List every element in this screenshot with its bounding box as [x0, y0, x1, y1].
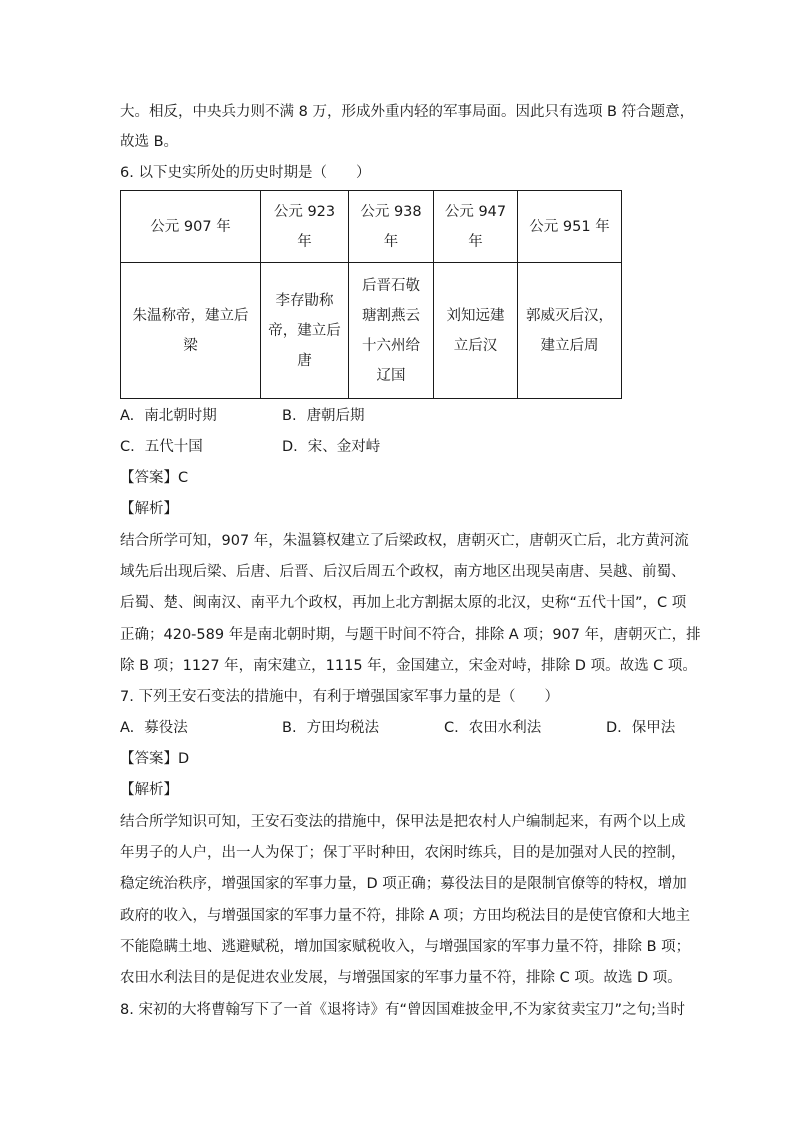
table-row-years: [121, 191, 622, 263]
answer-q6: 【答案】C: [120, 470, 189, 486]
option-label: D.: [606, 720, 622, 736]
analysis-line: 农田水利法目的是促进农业发展，与增强国家的军事力量不符，排除 C 项。故选 D 项。: [120, 970, 682, 986]
question-8: 8. 宋初的大将曹翰写下了一首《退将诗》有“曾因国难披金甲,不为家贫卖宝刀”之句;当时: [120, 1002, 685, 1018]
question-7: 7. 下列王安石变法的措施中，有利于增强国家军事力量的是（ ）: [120, 689, 559, 705]
q6-option-a: [120, 406, 217, 426]
table-cell-year: 公元 951 年: [518, 191, 622, 263]
q7-option-c: [444, 718, 541, 738]
table-row-events: [121, 263, 622, 399]
analysis-line: 域先后出现后梁、后唐、后晋、后汉后周五个政权，南方地区出现吴南唐、吴越、前蜀、: [120, 564, 686, 580]
option-label: A.: [120, 720, 135, 736]
table-cell-year: 公元 907 年: [121, 191, 261, 263]
option-label: C.: [120, 439, 135, 455]
option-text: 募役法: [144, 720, 188, 736]
text-line: 大。相反，中央兵力则不满 8 万，形成外重内轻的军事局面。因此只有选项 B 符合题意，: [120, 104, 695, 120]
option-label: B.: [282, 408, 297, 424]
answer-q7: 【答案】D: [120, 751, 190, 767]
q7-option-b: [282, 718, 379, 738]
table-cell-year: 公元 947 年: [434, 191, 518, 263]
analysis-title-q7: 【解析】: [120, 782, 178, 798]
analysis-line: 不能隐瞒土地、逃避赋税，增加国家赋税收入，与增强国家的军事力量不符，排除 B 项；: [120, 939, 691, 955]
option-text: 保甲法: [631, 720, 676, 736]
analysis-line: 结合所学可知，907 年，朱温篡权建立了后梁政权，唐朝灭亡，唐朝灭亡后，北方黄河流: [120, 533, 689, 549]
table-cell-event: 李存勖称帝，建立后唐: [261, 263, 349, 399]
option-text: 宋、金对峙: [307, 439, 381, 455]
q6-option-b: [282, 406, 365, 426]
table-cell-event: 刘知远建立后汉: [434, 263, 518, 399]
analysis-line: 后蜀、楚、闽南汉、南平九个政权，再加上北方割据太原的北汉，史称“五代十国”，C 项: [120, 595, 687, 611]
option-label: C.: [444, 720, 459, 736]
table-cell-event: 郭威灭后汉，建立后周: [518, 263, 622, 399]
history-table: [120, 190, 622, 399]
option-text: 唐朝后期: [306, 408, 365, 424]
analysis-line: 年男子的人户，出一人为保丁；保丁平时种田，农闲时练兵，目的是加强对人民的控制，: [120, 845, 686, 861]
question-6: 6. 以下史实所处的历史时期是（ ）: [120, 165, 371, 181]
q6-option-d: [282, 437, 380, 457]
option-text: 农田水利法: [468, 720, 542, 736]
analysis-line: 稳定统治秩序，增强国家的军事力量，D 项正确；募役法目的是限制官僚等的特权，增加: [120, 876, 687, 892]
analysis-line: 正确；420-589 年是南北朝时期，与题干时间不符合，排除 A 项；907 年，唐朝灭亡，排: [120, 627, 701, 643]
text-line: 故选 B。: [120, 134, 179, 150]
table-cell-year: 公元 923 年: [261, 191, 349, 263]
q7-option-a: [120, 718, 188, 738]
table-cell-year: 公元 938 年: [349, 191, 434, 263]
analysis-title-q6: 【解析】: [120, 501, 178, 517]
option-label: B.: [282, 720, 297, 736]
analysis-line: 结合所学知识可知，王安石变法的措施中，保甲法是把农村人户编制起来，有两个以上成: [120, 814, 686, 830]
option-text: 方田均税法: [306, 720, 380, 736]
q6-option-c: [120, 437, 203, 457]
analysis-line: 政府的收入，与增强国家的军事力量不符，排除 A 项；方田均税法目的是使官僚和大地主: [120, 908, 691, 924]
option-label: A.: [120, 408, 135, 424]
option-text: 五代十国: [144, 439, 203, 455]
q7-option-d: [606, 718, 675, 738]
option-text: 南北朝时期: [144, 408, 217, 424]
analysis-line: 除 B 项；1127 年，南宋建立，1115 年，金国建立，宋金对峙，排除 D 项。故选 C 项。: [120, 658, 697, 674]
table-cell-event: 后晋石敬瑭割燕云十六州给辽国: [349, 263, 434, 399]
table-cell-event: 朱温称帝，建立后梁: [121, 263, 261, 399]
option-label: D.: [282, 439, 298, 455]
